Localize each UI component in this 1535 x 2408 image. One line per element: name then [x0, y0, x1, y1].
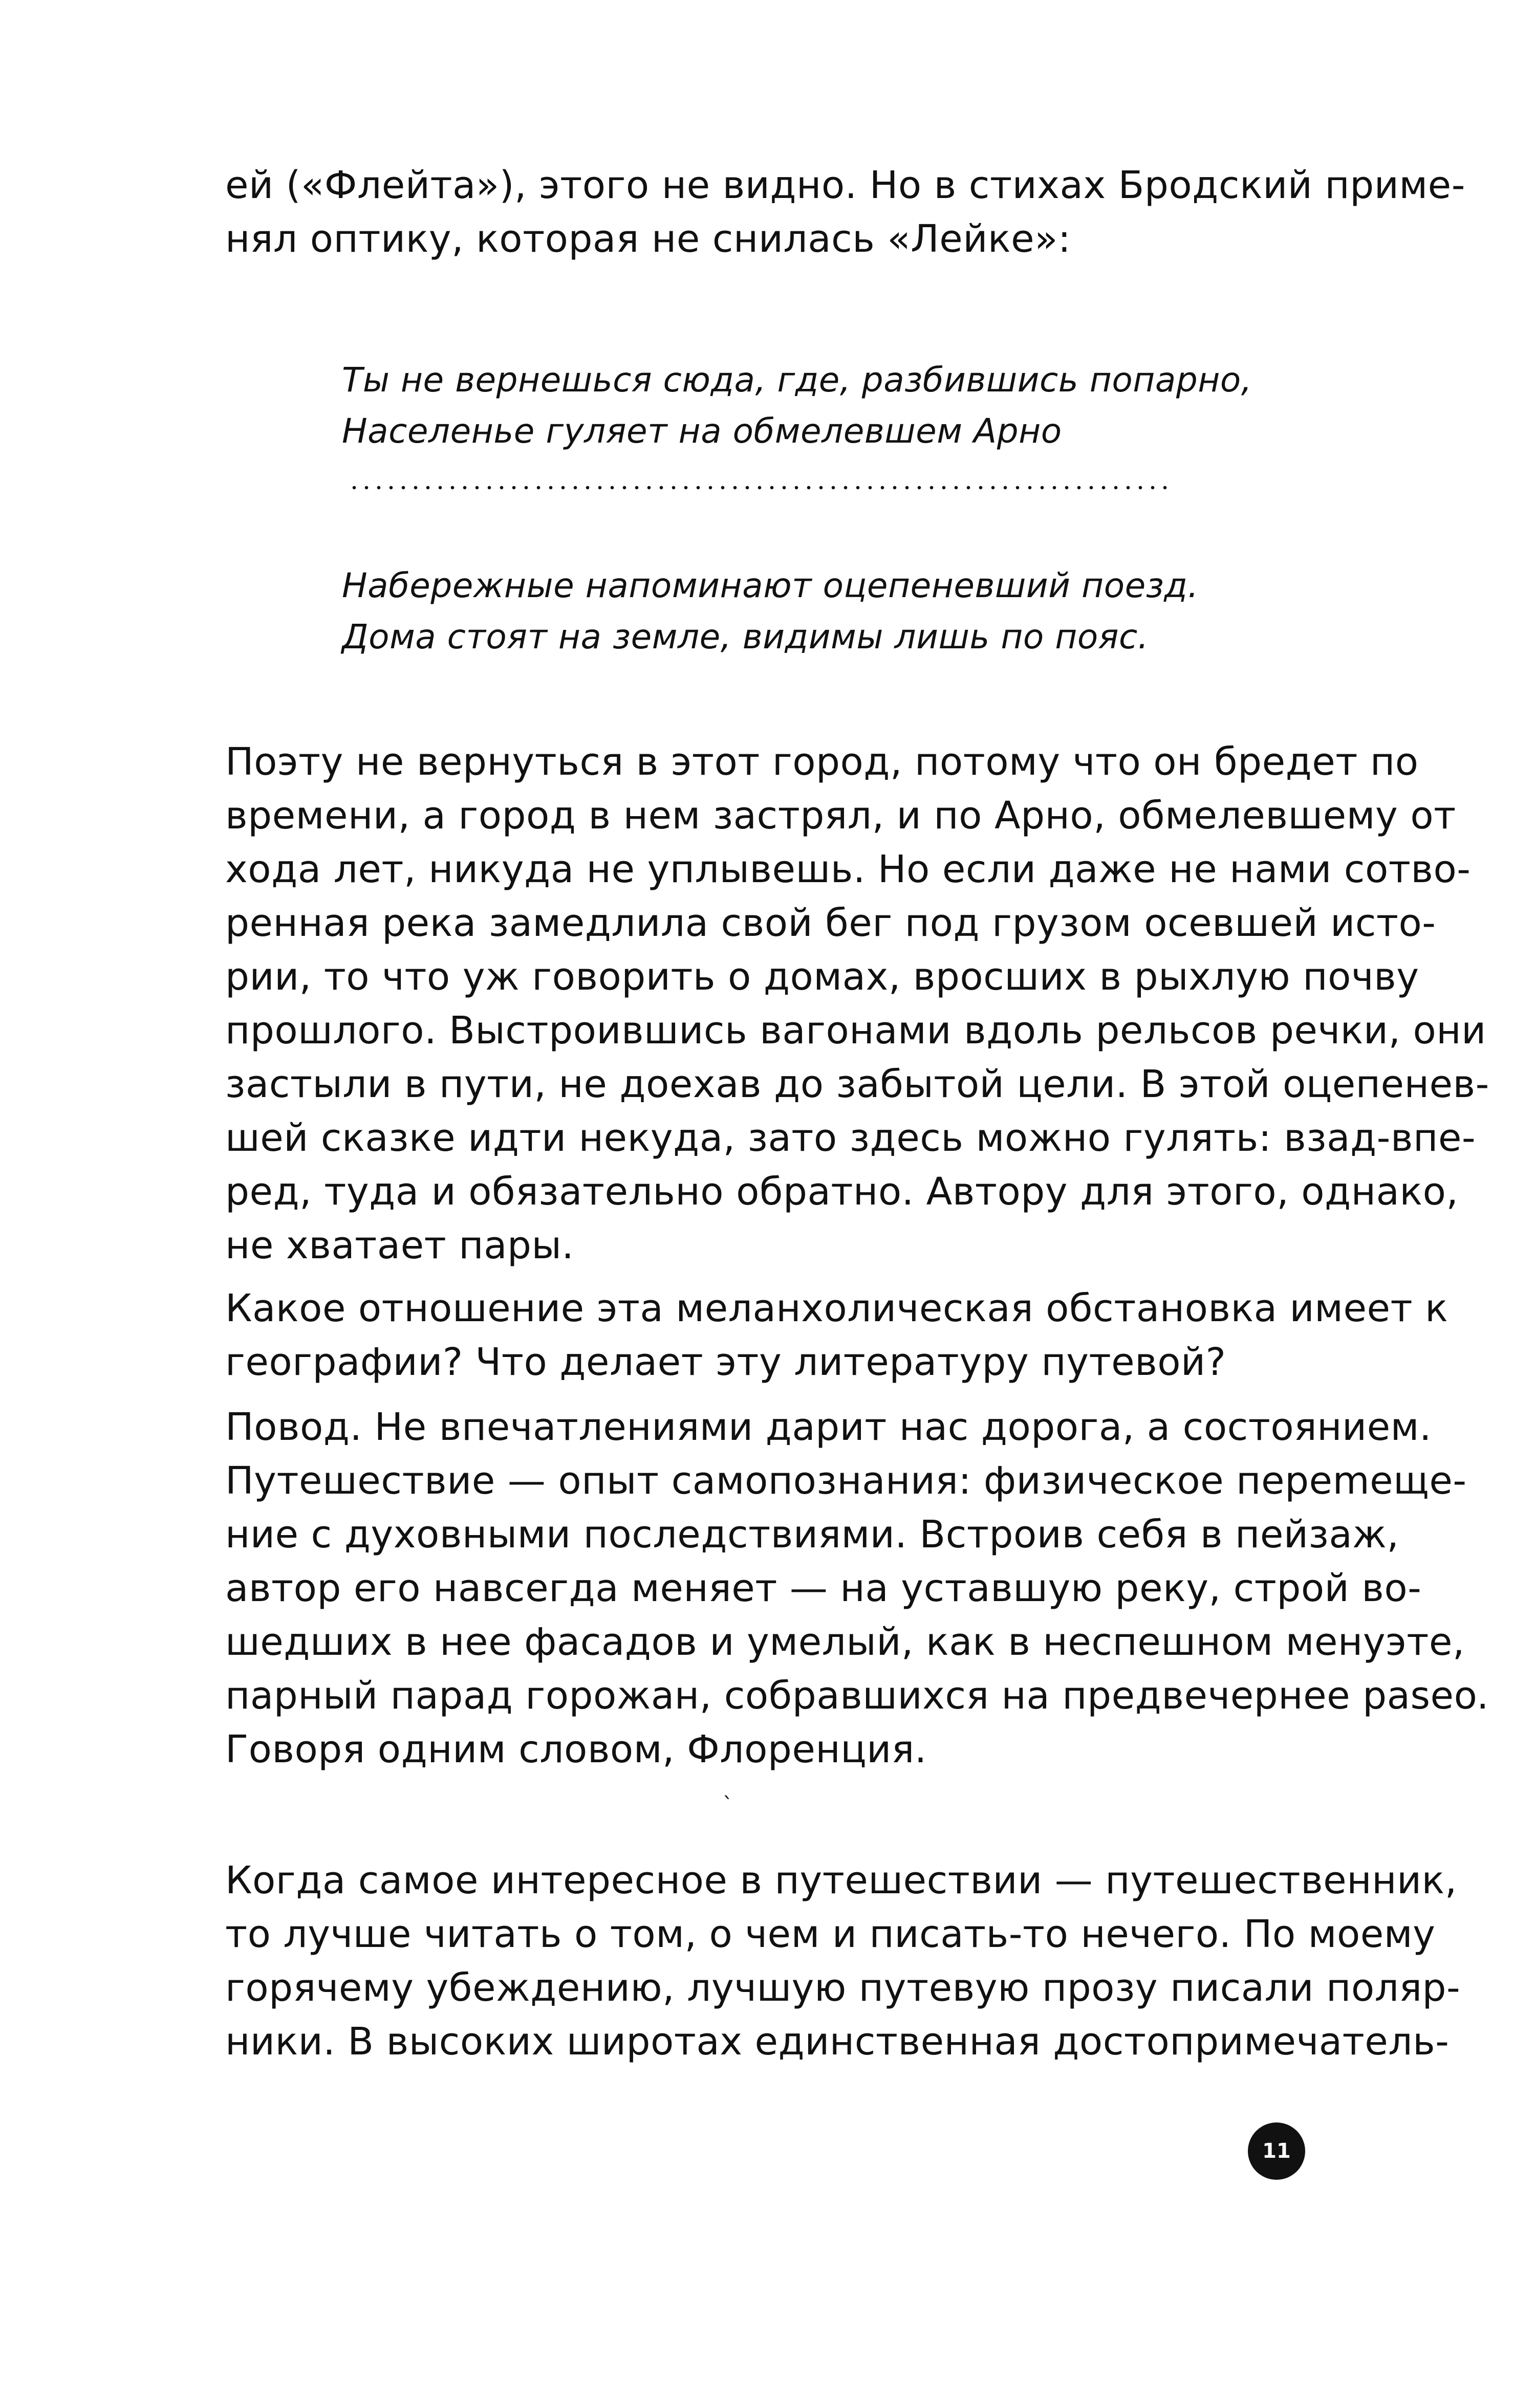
text-line: горячему убеждению, лучшую путевую прозу писали поляр- [225, 1966, 1461, 2010]
page-number-badge: 11 [1248, 2122, 1305, 2180]
poem-line: Ты не вернешься сюда, где, разбившись попарно, [342, 360, 1252, 400]
text-line: автор его навсегда меняет — на уставшую реку, строй во- [225, 1566, 1422, 1610]
text-line: ей («Флейта»), этого не видно. Но в стихах Бродский приме- [225, 163, 1465, 207]
text-line: Какое отношение эта меланхолическая обстановка имеет к [225, 1286, 1448, 1330]
text-line: шедших в нее фасадов и умелый, как в неспешном менуэте, [225, 1620, 1465, 1664]
text-line: Повод. Не впечатлениями дарит нас дорога, а состоянием. [225, 1405, 1432, 1449]
text-line: ред, туда и обязательно обратно. Автору для этого, однако, [225, 1170, 1459, 1214]
poem-line: Набережные напоминают оцепеневший поезд. [342, 566, 1199, 605]
text-line: застыли в пути, не доехав до забытой цели. В этой оцепенев- [225, 1062, 1489, 1106]
text-line: Когда самое интересное в путешествии — путешественник, [225, 1858, 1457, 1902]
text-line: Поэту не вернуться в этот город, потому что он бредет по [225, 740, 1419, 784]
poem-line: Населенье гуляет на обмелевшем Арно [342, 411, 1062, 451]
text-line: парный парад горожан, собравшихся на предвечернее paseo. [225, 1674, 1489, 1718]
text-line: ние с духовными последствиями. Встроив себя в пейзаж, [225, 1513, 1399, 1557]
text-line: ренная река замедлила свой бег под грузом осевшей исто- [225, 901, 1436, 945]
poem-line: Дома стоят на земле, видимы лишь по пояс. [342, 617, 1149, 656]
text-line: не хватает пары. [225, 1223, 574, 1267]
text-line: Говоря одним словом, Флоренция. [225, 1727, 927, 1771]
text-line: прошлого. Выстроившись вагонами вдоль рельсов речки, они [225, 1009, 1486, 1053]
section-separator-mark: ` [723, 1793, 733, 1817]
ellipsis-dotted-line [348, 484, 1167, 491]
text-line: шей сказке идти некуда, зато здесь можно гулять: взад-впе- [225, 1116, 1476, 1160]
text-line: времени, а город в нем застрял, и по Арно, обмелевшему от [225, 794, 1456, 838]
text-line: географии? Что делает эту литературу путевой? [225, 1340, 1226, 1384]
text-line: то лучше читать о том, о чем и писать-то нечего. По моему [225, 1912, 1436, 1956]
text-line: хода лет, никуда не уплывешь. Но если даже не нами сотво- [225, 847, 1471, 891]
text-line: Путешествие — опыт самопознания: физическое переmеще- [225, 1459, 1467, 1503]
text-line: рии, то что уж говорить о домах, вросших в рыхлую почву [225, 955, 1419, 999]
text-line: нял оптику, которая не снилась «Лейке»: [225, 217, 1071, 261]
text-line: ники. В высоких широтах единственная достопримечатель- [225, 2020, 1450, 2064]
